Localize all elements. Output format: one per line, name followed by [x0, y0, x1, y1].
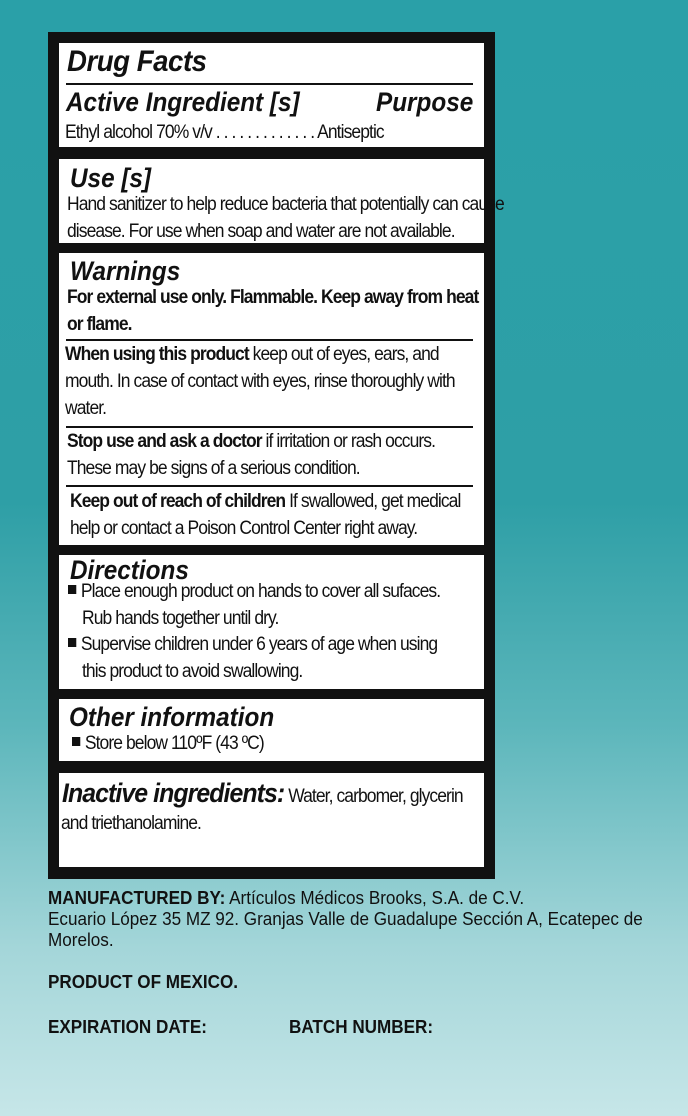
directions-text: Supervise children under 6 years of age when using — [80, 634, 438, 655]
other-information-text: Store below 110ºF (43 ºC) — [84, 733, 264, 754]
uses-heading: Use [s] — [70, 163, 152, 193]
purpose-heading: Purpose — [376, 87, 474, 117]
warning-label: Keep out of reach of children — [70, 491, 286, 512]
directions-text: Place enough product on hands to cover all sufaces. — [80, 581, 441, 602]
manufacturer-address: Morelos. — [48, 930, 114, 950]
directions-panel — [59, 555, 484, 689]
warning-text: if irritation or rash occurs. — [261, 431, 436, 452]
warnings-heading: Warnings — [70, 256, 181, 286]
warning-stop-use: These may be signs of a serious condition. — [67, 458, 360, 479]
inactive-ingredients-heading: Inactive ingredients: — [62, 778, 285, 808]
uses-line: disease. For use when soap and water are not available. — [67, 221, 455, 242]
warning-when-using: mouth. In case of contact with eyes, rinse thoroughly with — [65, 371, 455, 392]
inactive-ingredients-text: Water, carbomer, glycerin — [284, 786, 463, 807]
warning-when-using — [65, 341, 439, 368]
divider — [66, 83, 473, 85]
inactive-ingredients-panel — [59, 773, 484, 867]
warnings-panel — [59, 253, 484, 545]
directions-item — [68, 578, 440, 605]
warning-text: keep out of eyes, ears, and — [248, 344, 439, 365]
warning-label: Stop use and ask a doctor — [67, 431, 262, 452]
warning-when-using: water. — [65, 398, 107, 419]
directions-heading: Directions — [70, 555, 189, 585]
bullet-icon — [68, 638, 76, 647]
drug-facts-title: Drug Facts — [67, 45, 207, 78]
active-ingredient-heading: Active Ingredient [s] — [66, 87, 300, 117]
other-information-item — [72, 730, 264, 757]
divider — [66, 485, 473, 487]
bullet-icon — [68, 585, 76, 594]
warning-keep-out: help or contact a Poison Control Center right away. — [70, 518, 418, 539]
warning-external: For external use only. Flammable. Keep away from heat — [67, 287, 479, 308]
warning-external: or flame. — [67, 314, 132, 335]
uses-panel — [59, 159, 504, 243]
manufactured-label: MANUFACTURED BY: — [48, 888, 226, 908]
product-of-label: PRODUCT OF MEXICO. — [48, 972, 239, 992]
inactive-ingredients-line: and triethanolamine. — [61, 813, 201, 834]
directions-item — [68, 631, 437, 658]
batch-number-label: BATCH NUMBER: — [289, 1017, 434, 1037]
inactive-ingredients-line — [62, 780, 463, 812]
directions-item: this product to avoid swallowing. — [82, 661, 303, 682]
warning-text: If swallowed, get medical — [285, 491, 461, 512]
active-ingredient-line: Ethyl alcohol 70% v/v . . . . . . . . . . . . . Antiseptic — [65, 122, 384, 143]
manufacturer-address: Ecuario López 35 MZ 92. Granjas Valle de Guadalupe Sección A, Ecatepec de — [48, 909, 643, 929]
directions-item: Rub hands together until dry. — [82, 608, 279, 629]
warning-label: When using this product — [65, 344, 249, 365]
warning-keep-out — [70, 488, 460, 515]
drug-facts-panel — [59, 43, 484, 147]
other-information-panel — [59, 699, 484, 761]
manufacturer-name: Artículos Médicos Brooks, S.A. de C.V. — [225, 888, 525, 908]
other-information-heading: Other information — [69, 702, 275, 732]
bullet-icon — [72, 737, 80, 746]
warning-stop-use — [67, 428, 435, 455]
expiration-date-label: EXPIRATION DATE: — [48, 1017, 207, 1037]
manufacturer-line — [48, 888, 524, 909]
uses-line: Hand sanitizer to help reduce bacteria that potentially can cause — [67, 194, 504, 215]
